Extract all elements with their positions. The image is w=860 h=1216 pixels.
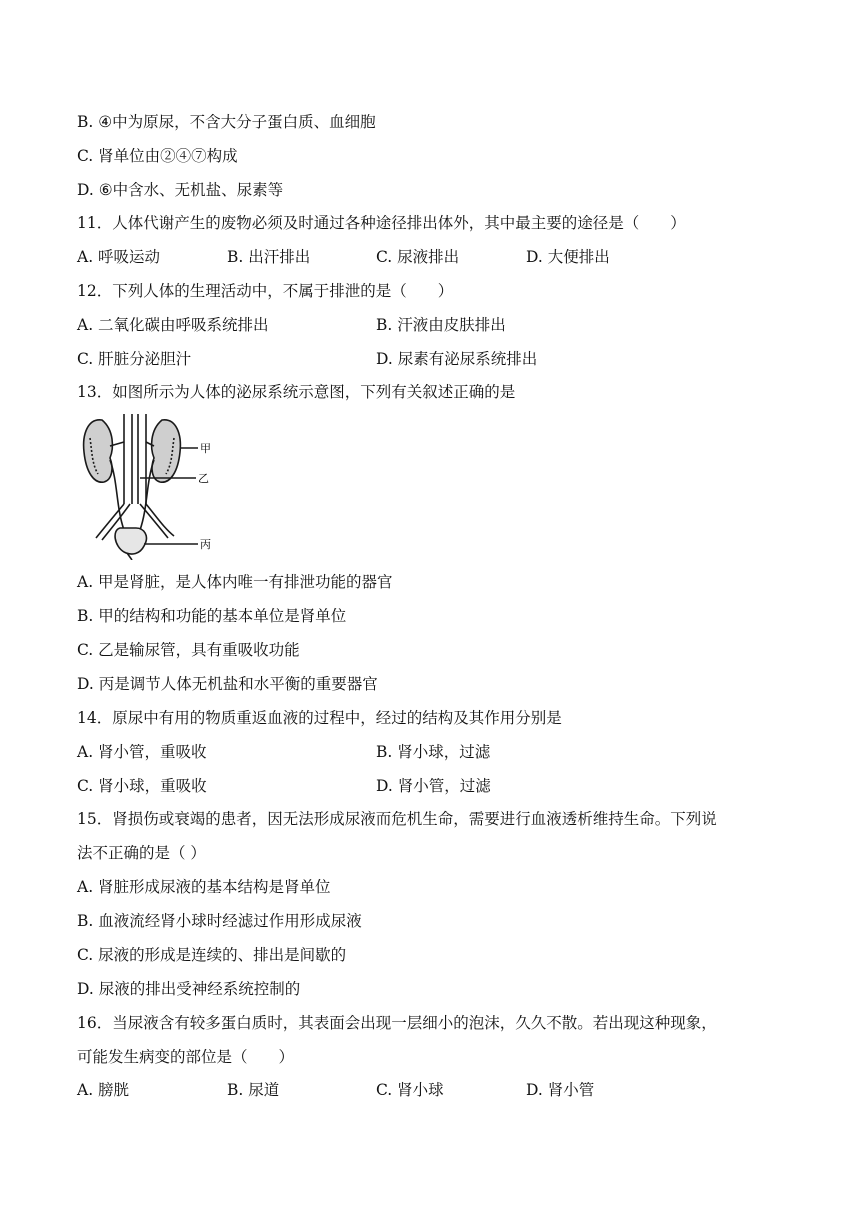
q15-option-a: A. 肾脏形成尿液的基本结构是肾单位 (77, 878, 331, 896)
q13-option-b: B. 甲的结构和功能的基本单位是肾单位 (77, 607, 347, 625)
q12-option-b: B. 汗液由皮肤排出 (376, 316, 506, 334)
q13-option-d: D. 丙是调节人体无机盐和水平衡的重要器官 (77, 675, 378, 693)
q12-option-a: A. 二氧化碳由呼吸系统排出 (77, 316, 269, 334)
q16-option-d: D. 肾小管 (526, 1081, 595, 1099)
figure-label-bing: 丙 (200, 538, 211, 551)
q11-option-b: B. 出汗排出 (227, 248, 311, 266)
q16-stem-line1: 16．当尿液含有较多蛋白质时，其表面会出现一层细小的泡沫，久久不散。若出现这种现象， (77, 1014, 717, 1032)
q15-option-c: C. 尿液的形成是连续的、排出是间歇的 (77, 946, 347, 964)
q11-option-d: D. 大便排出 (526, 248, 610, 266)
q15-option-b: B. 血液流经肾小球时经滤过作用形成尿液 (77, 912, 362, 930)
urinary-system-figure (80, 412, 220, 560)
q15-option-d: D. 尿液的排出受神经系统控制的 (77, 980, 301, 998)
figure-label-jia: 甲 (200, 442, 211, 455)
q14-option-b: B. 肾小球，过滤 (376, 743, 491, 761)
q12-option-d: D. 尿素有泌尿系统排出 (376, 350, 538, 368)
q11-option-a: A. 呼吸运动 (77, 248, 161, 266)
q10-option-b: B. ④中为原尿，不含大分子蛋白质、血细胞 (77, 113, 376, 131)
q13-option-a: A. 甲是肾脏，是人体内唯一有排泄功能的器官 (77, 573, 393, 591)
q11-stem: 11．人体代谢产生的废物必须及时通过各种途径排出体外，其中最主要的途径是（ ） (77, 214, 686, 232)
q14-option-d: D. 肾小管，过滤 (376, 777, 491, 795)
q12-stem: 12．下列人体的生理活动中，不属于排泄的是（ ） (77, 282, 454, 300)
q15-stem-line2: 法不正确的是（ ） (77, 844, 206, 862)
q13-option-c: C. 乙是输尿管，具有重吸收功能 (77, 641, 300, 659)
q16-option-b: B. 尿道 (227, 1081, 280, 1099)
q10-option-d: D. ⑥中含水、无机盐、尿素等 (77, 181, 284, 199)
q13-stem: 13．如图所示为人体的泌尿系统示意图，下列有关叙述正确的是 (77, 383, 516, 401)
q16-stem-line2: 可能发生病变的部位是（ ） (77, 1048, 295, 1066)
figure-label-yi: 乙 (198, 472, 209, 485)
q16-option-c: C. 肾小球 (376, 1081, 444, 1099)
q14-option-a: A. 肾小管，重吸收 (77, 743, 207, 761)
q12-option-c: C. 肝脏分泌胆汁 (77, 350, 192, 368)
q11-option-c: C. 尿液排出 (376, 248, 460, 266)
q10-option-c: C. 肾单位由②④⑦构成 (77, 147, 238, 165)
q14-option-c: C. 肾小球，重吸收 (77, 777, 207, 795)
q15-stem-line1: 15．肾损伤或衰竭的患者，因无法形成尿液而危机生命，需要进行血液透析维持生命。下列说 (77, 810, 717, 828)
q16-option-a: A. 膀胱 (77, 1081, 130, 1099)
q14-stem: 14．原尿中有用的物质重返血液的过程中，经过的结构及其作用分别是 (77, 709, 562, 727)
